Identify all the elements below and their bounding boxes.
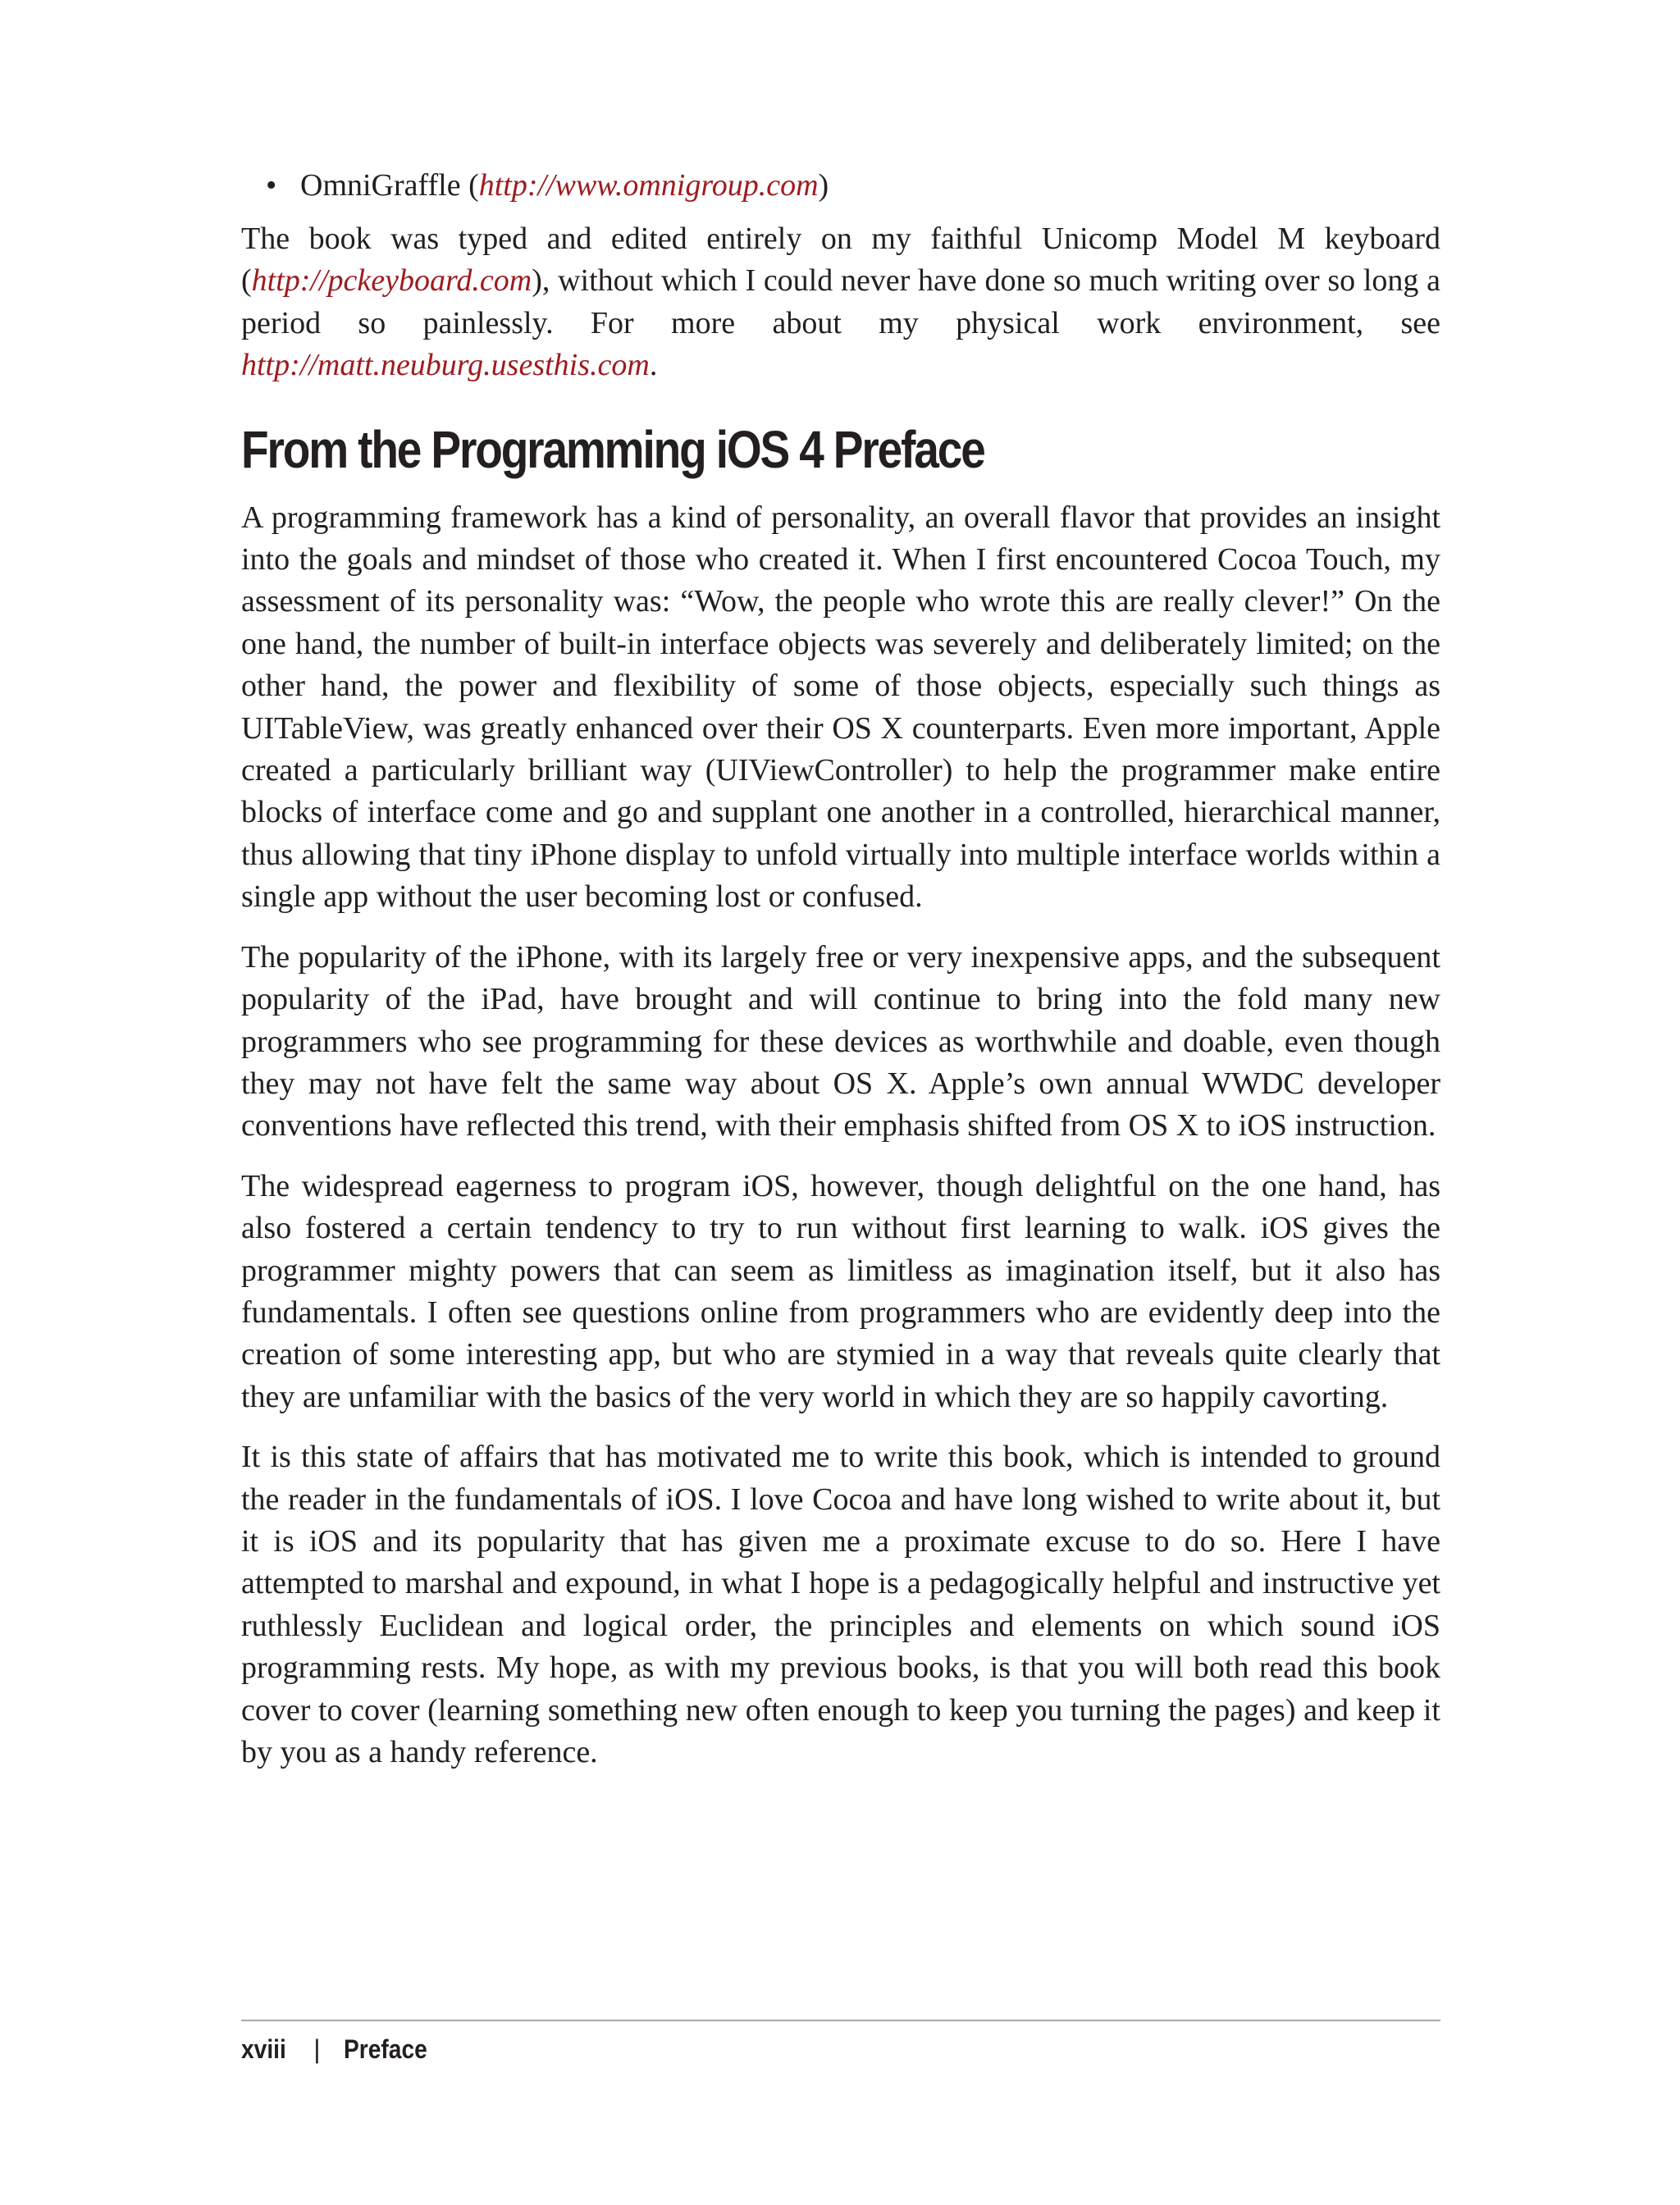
page-number: xviii — [241, 2034, 286, 2064]
body-paragraph-4: It is this state of affairs that has motivated me to write this book, which is intended to ground the reader in the fundamentals of iOS. I love Cocoa and have long wished to write about it, but it is iOS and its popularity that has given me a proximate excuse to do so. Here I have attempted to marshal and expound, in what I hope is a pedagogically helpful and instructive yet ruthlessly Euclidean and logical order, the principles and elements on which sound iOS programming rests. My hope, as with my previous books, is that you will both read this book cover to cover (learning something new often enough to keep you turning the pages) and keep it by you as a handy reference. — [241, 1440, 1440, 1769]
tools-list — [241, 164, 1440, 207]
page-content — [241, 164, 1440, 1792]
list-item — [241, 164, 1440, 207]
pckeyboard-link[interactable]: http://pckeyboard.com — [251, 263, 532, 299]
intro-text-1: The book was typed and edited entirely on my faithful Unicomp Model M keyboard ( — [241, 221, 1440, 299]
body-paragraph-3: The widespread eagerness to program iOS, however, though delightful on the one hand, has also fostered a certain tendency to try to run without first learning to walk. iOS gives the programmer mighty powers that can seem as limitless as imagination itself, but it also has fundamentals. I often see questions online from programmers who are evidently deep into the creation of some interesting app, but who are stymied in a way that reveals quite clearly that they are unfamiliar with the basics of the very world in which they are so happily cavorting. — [241, 1168, 1440, 1414]
page-footer — [241, 2020, 1440, 2067]
intro-text-2: ), without which I could never have done so much writing over so long a period so painlessly. For more about my physical work environment, see — [241, 263, 1440, 340]
intro-paragraph — [241, 218, 1440, 387]
footer-separator: | — [313, 2034, 321, 2064]
bullet-icon: • — [266, 168, 277, 203]
section-heading: From the Programming iOS 4 Preface — [241, 419, 984, 479]
intro-text-3: . — [649, 348, 658, 383]
usesthis-link[interactable]: http://matt.neuburg.usesthis.com — [241, 348, 650, 383]
omnigroup-link[interactable]: http://www.omnigroup.com — [478, 168, 819, 203]
list-item-text-after: ) — [818, 168, 829, 203]
footer-section-title: Preface — [343, 2034, 427, 2064]
list-item-text: OmniGraffle ( — [300, 168, 479, 203]
body-paragraph-2: The popularity of the iPhone, with its largely free or very inexpensive apps, and the subsequent popularity of the iPad, have brought and will continue to bring into the fold many new programmers who see programming for these devices as worthwhile and doable, even though they may not have felt the same way about OS X. Apple’s own annual WWDC developer conventions have reflected this trend, with their emphasis shifted from OS X to iOS instruction. — [241, 939, 1440, 1144]
body-paragraph-1: A programming framework has a kind of personality, an overall flavor that provides an insight into the goals and mindset of those who created it. When I first encountered Cocoa Touch, my assessment of its personality was: “Wow, the people who wrote this are really clever!” On the one hand, the number of built-in interface objects was severely and deliberately limited; on the other hand, the power and flexibility of some of those objects, especially such things as UITableView, was greatly enhanced over their OS X counterparts. Even more important, Apple created a particularly brilliant way (UIViewController) to help the programmer make entire blocks of interface come and go and supplant one another in a controlled, hierarchical manner, thus allowing that tiny iPhone display to unfold virtually into multiple interface worlds within a single app without the user becoming lost or confused. — [241, 500, 1440, 915]
